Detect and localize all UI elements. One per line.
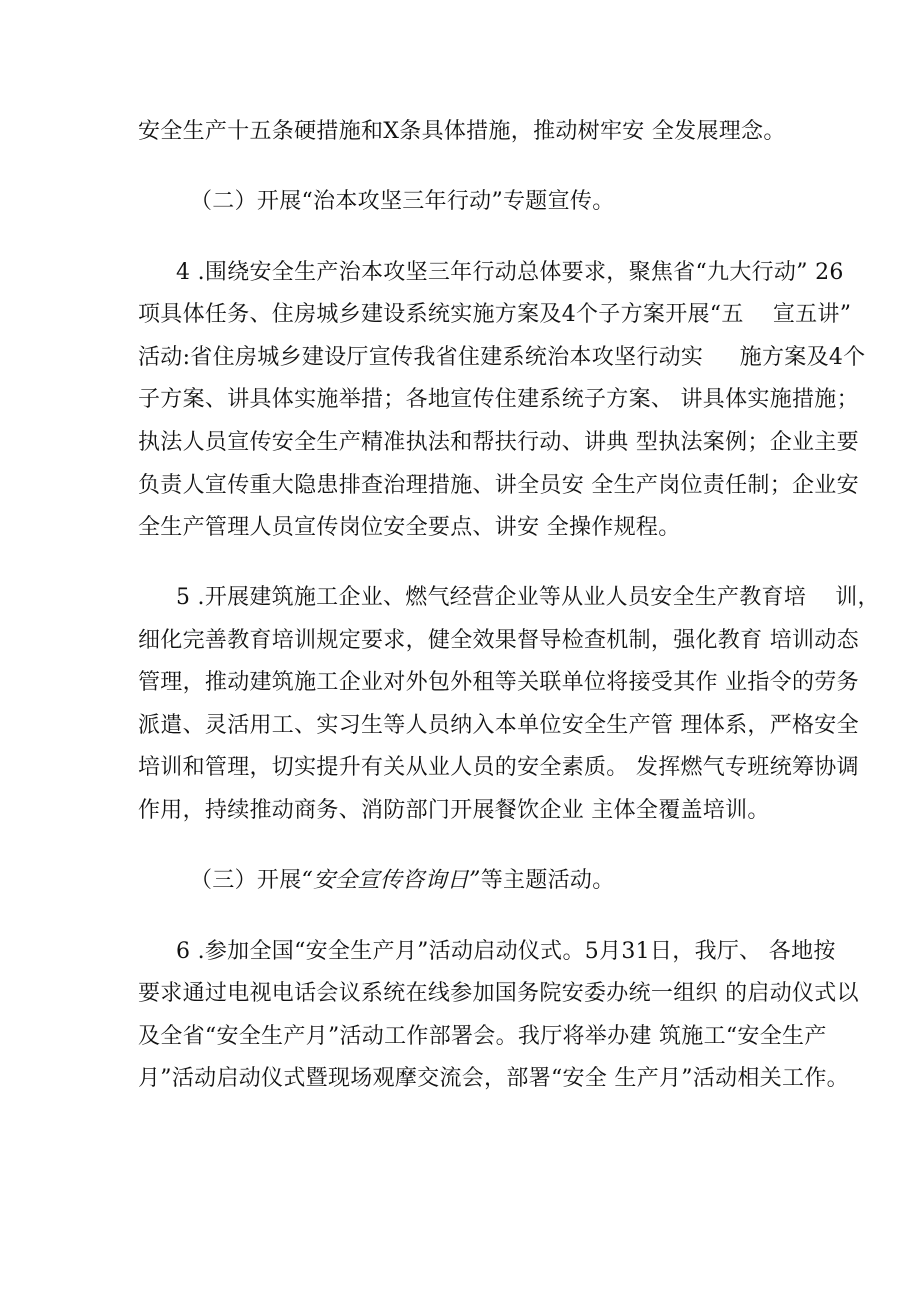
para4-line-3: 活动:省住房城乡建设厅宣传我省住建系统治本攻坚行动实 施方案及4个 — [138, 345, 866, 370]
intro-line: 安全生产十五条硬措施和X条具体措施，推动树牢安 全发展理念。 — [138, 119, 786, 144]
para4-line-5: 执法人员宣传安全生产精准执法和帮扶行动、讲典 型执法案例；企业主要 — [138, 430, 859, 455]
para4-line-1: 4 .围绕安全生产治本攻坚三年行动总体要求，聚焦省“九大行动” 26 — [176, 260, 844, 285]
section3-heading — [190, 866, 615, 896]
para6-line-2: 要求通过电视电话会议系统在线参加国务院安委办统一组织 的启动仪式以 — [138, 981, 859, 1006]
para5-line-1: 5 .开展建筑施工企业、燃气经营企业等从业人员安全生产教育培 训， — [176, 585, 880, 610]
para4-line-6: 负责人宣传重大隐患排查治理措施、讲全员安 全生产岗位责任制；企业安 — [138, 473, 859, 498]
para5-line-6: 作用，持续推动商务、消防部门开展餐饮企业 主体全覆盖培训。 — [138, 798, 770, 823]
para4-line-4: 子方案、讲具体实施举措；各地宣传住建系统子方案、 讲具体实施措施； — [138, 387, 859, 412]
para5-line-4: 派遣、灵活用工、实习生等人员纳入本单位安全生产管 理体系，严格安全 — [138, 713, 859, 738]
para5-line-5: 培训和管理，切实提升有关从业人员的安全素质。 发挥燃气专班统筹协调 — [138, 755, 859, 780]
section3-heading-prefix: （三）开展 — [190, 868, 302, 893]
section2-heading: （二）开展“治本攻坚三年行动”专题宣传。 — [190, 189, 615, 214]
para6-line-3: 及全省“安全生产月”活动工作部署会。我厅将举办建 筑施工“安全生产 — [138, 1024, 827, 1049]
para5-line-3: 管理，推动建筑施工企业对外包外租等关联单位将接受其作 业指令的劳务 — [138, 670, 859, 695]
para4-line-2: 项具体任务、住房城乡建设系统实施方案及4个子方案开展“五 宣五讲” — [138, 302, 852, 327]
para6-line-1: 6 .参加全国“安全生产月”活动启动仪式。5月31日，我厅、 各地按 — [176, 939, 836, 964]
para4-line-7: 全生产管理人员宣传岗位安全要点、讲安 全操作规程。 — [138, 515, 681, 540]
para6-line-4: 月”活动启动仪式暨现场观摩交流会，部署“安全 生产月”活动相关工作。 — [138, 1066, 849, 1091]
para5-line-2: 细化完善教育培训规定要求，健全效果督导检查机制，强化教育 培训动态 — [138, 628, 859, 653]
section3-heading-suffix: 等主题活动。 — [480, 868, 615, 893]
section3-heading-italic: “安全宣传咨询日” — [301, 868, 481, 893]
